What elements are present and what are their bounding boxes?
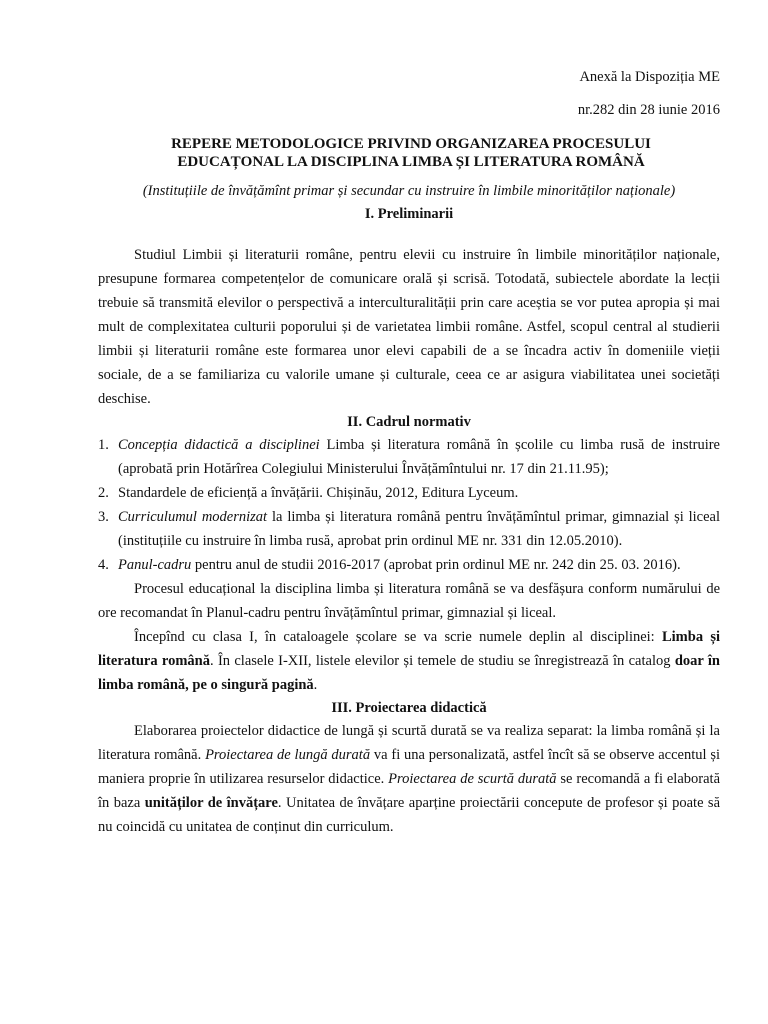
text-run: . În clasele I-XII, listele elevilor și temele de studiu se înregistrează în catalog [209, 653, 675, 669]
list-item-text: la limba și literatura română pentru învățămîntul primar, gimnazial și liceal (instituțiile cu instruire în limba rusă, aprobat prin ordinul ME nr. 331 din 12.05.2010). [118, 509, 721, 549]
annex-reference: Anexă la Dispoziția ME [579, 69, 720, 85]
normative-paragraph-2 [98, 625, 720, 697]
proiectarea-paragraph [98, 719, 720, 839]
normative-list [98, 433, 720, 577]
list-item [98, 433, 720, 481]
list-item-italic: Concepția didactică a disciplinei [118, 437, 320, 453]
title-line-1: REPERE METODOLOGICE PRIVIND ORGANIZAREA PROCESULUI [171, 136, 651, 152]
list-item-italic: Panul-cadru [118, 557, 192, 573]
text-run: . Unitatea de învățare aparține proiectării concepute de profesor și poate să nu coincidă cu unitatea de conținut din curriculum. [98, 795, 721, 835]
list-item-number: 4. [98, 557, 109, 573]
section-heading-preliminarii: I. Preliminarii [364, 206, 454, 222]
text-run: . [313, 677, 318, 693]
section-heading-cadrul-normativ: II. Cadrul normativ [347, 414, 471, 430]
list-item-italic: Curriculumul modernizat [118, 509, 268, 525]
list-item-number: 3. [98, 509, 109, 525]
list-item-text: pentru anul de studii 2016-2017 (aprobat prin ordinul ME nr. 242 din 25. 03. 2016). [191, 557, 681, 573]
list-item [98, 505, 720, 553]
italic-term-short: Proiectarea de scurtă durată [388, 771, 557, 787]
list-item-text: Limba și literatura română în școlile cu limba rusă de instruire (aprobată prin Hotărîrea Colegiului Ministerului Învățămîntului nr. 17 din 21.11.95); [118, 437, 720, 477]
section-heading-proiectarea: III. Proiectarea didactică [331, 700, 487, 716]
order-reference: nr.282 din 28 iunie 2016 [577, 102, 720, 118]
list-item-text: Standardele de eficiență a învățării. Chișinău, 2012, Editura Lyceum. [118, 485, 519, 501]
text-run: Elaborarea proiectelor didactice de lungă și scurtă durată se va realiza separat: la limba română și la literatura română. [98, 723, 720, 763]
title-line-2: EDUCAȚONAL LA DISCIPLINA LIMBA ȘI LITERATURA ROMÂNĂ [177, 154, 645, 170]
document-title [98, 135, 720, 171]
list-item [98, 553, 720, 577]
text-run: Începînd cu clasa I, în cataloagele școlare se va scrie numele deplin al disciplinei: [134, 629, 662, 645]
italic-term-long: Proiectarea de lungă durată [205, 747, 371, 763]
list-item-number: 1. [98, 437, 109, 453]
text-run: se recomandă a fi elaborată în baza [98, 771, 721, 811]
bold-learning-units: unităților de învățare [144, 795, 278, 811]
normative-paragraph-1: Procesul educațional la disciplina limba și literatura română se va desfășura conform numărului de ore recomandat în Planul-cadru pentru învățămîntul primar, gimnazial și liceal. [98, 581, 720, 621]
text-run: va fi una personalizată, astfel încît să se observe accentul și maniera proprie în utilizarea resurselor didactice. [98, 747, 720, 787]
preliminarii-paragraph: Studiul Limbii și literaturii române, pentru elevii cu instruire în limbile minorităților naționale, presupune formarea competențelor de comunicare orală și scrisă. Totodată, subiectele abordate la lecții trebuie să transmită elevilor o perspectivă a interculturalității prin care aceștia se vor putea apropia și mai mult de complexitatea culturii poporului și de varietatea limbii române. Astfel, scopul central al studierii limbii și literaturii române este formarea unor elevi capabili de a se încadra activ în domeniile vieții sociale, de a se familiariza cu valorile umane și culturale, ceea ce ar asigura viabilitatea unei societăți deschise. [98, 247, 720, 407]
document-subtitle: (Instituțiile de învățămînt primar și secundar cu instruire în limbile minorităților naționale) [142, 183, 676, 199]
bold-discipline-name: Limba și literatura română [98, 629, 721, 669]
bold-catalog-rule: doar în limba română, pe o singură pagină [98, 653, 720, 693]
list-item [98, 481, 720, 505]
list-item-number: 2. [98, 485, 109, 501]
